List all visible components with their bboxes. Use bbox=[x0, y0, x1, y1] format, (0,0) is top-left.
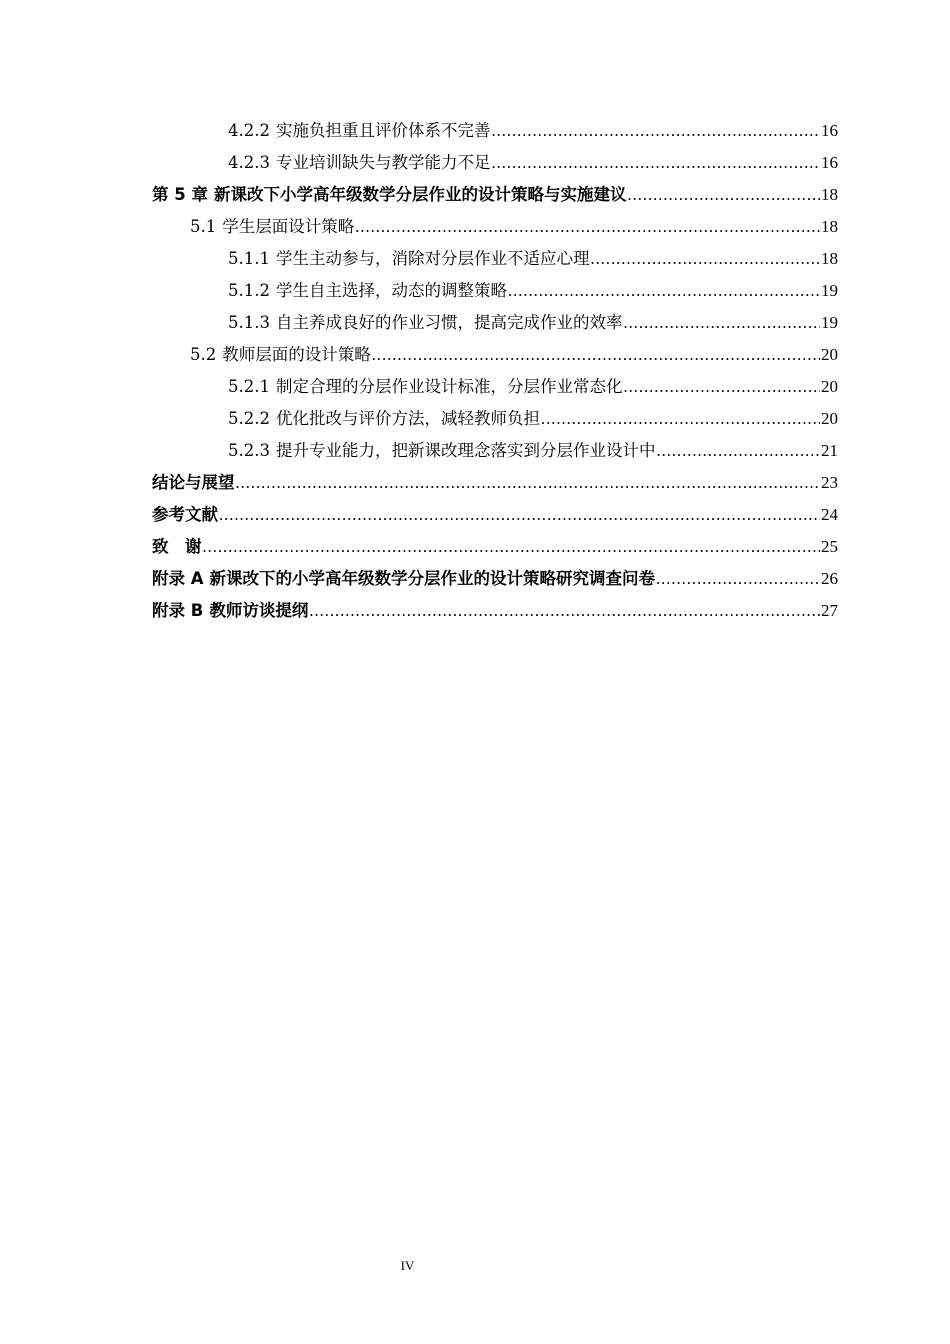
toc-leader-dots bbox=[236, 467, 821, 499]
toc-leader-dots bbox=[656, 435, 820, 467]
table-of-contents bbox=[152, 115, 838, 627]
toc-leader-dots bbox=[372, 339, 820, 371]
toc-entry-title: 自主养成良好的作业习惯，提高完成作业的效率 bbox=[275, 313, 623, 332]
toc-entry[interactable] bbox=[152, 371, 838, 403]
toc-entry-page: 19 bbox=[821, 313, 838, 332]
toc-entry-number: 5.2.3 bbox=[228, 441, 270, 460]
toc-entry-title: 教师层面的设计策略 bbox=[222, 345, 371, 364]
toc-entry-number: 第 5 章 bbox=[152, 185, 208, 204]
toc-entry-number: 5.1.3 bbox=[228, 313, 270, 332]
toc-entry-number: 4.2.3 bbox=[228, 153, 270, 172]
toc-leader-dots bbox=[541, 403, 820, 435]
toc-entry-number: 5.2.1 bbox=[228, 377, 270, 396]
toc-entry[interactable] bbox=[152, 339, 838, 371]
toc-entry-page: 27 bbox=[821, 601, 838, 620]
toc-entry-number: 附录 B bbox=[152, 601, 204, 620]
toc-entry-title: 新课改下的小学高年级数学分层作业的设计策略研究调查问卷 bbox=[209, 569, 656, 588]
toc-entry-title: 参考文献 bbox=[152, 505, 218, 524]
toc-entry[interactable] bbox=[152, 307, 838, 339]
toc-entry-title: 学生层面设计策略 bbox=[222, 217, 355, 236]
toc-entry-page: 19 bbox=[821, 281, 838, 300]
toc-entry-page: 20 bbox=[821, 345, 838, 364]
toc-entry-page: 26 bbox=[821, 569, 838, 588]
toc-entry-title: 提升专业能力，把新课改理念落实到分层作业设计中 bbox=[275, 441, 656, 460]
toc-entry-title: 结论与展望 bbox=[152, 473, 235, 492]
toc-leader-dots bbox=[508, 275, 820, 307]
toc-entry-title: 新课改下小学高年级数学分层作业的设计策略与实施建议 bbox=[213, 185, 627, 204]
toc-entry-appendix-a[interactable] bbox=[152, 563, 838, 595]
toc-entry-number: 5.1 bbox=[190, 217, 217, 236]
toc-leader-dots bbox=[590, 243, 820, 275]
toc-entry-acknowledgements[interactable] bbox=[152, 531, 838, 563]
toc-entry[interactable] bbox=[152, 243, 838, 275]
toc-entry-page: 18 bbox=[821, 249, 838, 268]
toc-entry-title: 制定合理的分层作业设计标准，分层作业常态化 bbox=[275, 377, 623, 396]
toc-entry-number: 5.1.1 bbox=[228, 249, 270, 268]
toc-leader-dots bbox=[623, 307, 820, 339]
toc-entry-title: 学生主动参与，消除对分层作业不适应心理 bbox=[275, 249, 590, 268]
toc-entry-conclusion[interactable] bbox=[152, 467, 838, 499]
toc-leader-dots bbox=[203, 531, 821, 563]
page-number: IV bbox=[400, 1258, 415, 1273]
toc-entry-page: 25 bbox=[821, 537, 838, 556]
toc-entry-page: 18 bbox=[821, 185, 838, 204]
toc-leader-dots bbox=[309, 595, 820, 627]
toc-entry-title: 学生自主选择，动态的调整策略 bbox=[275, 281, 507, 300]
toc-entry-page: 23 bbox=[821, 473, 838, 492]
toc-entry[interactable] bbox=[152, 275, 838, 307]
toc-entry-title: 优化批改与评价方法，减轻教师负担 bbox=[275, 409, 540, 428]
toc-entry-references[interactable] bbox=[152, 499, 838, 531]
toc-entry[interactable] bbox=[152, 403, 838, 435]
toc-entry[interactable] bbox=[152, 147, 838, 179]
toc-entry-title: 教师访谈提纲 bbox=[209, 601, 309, 620]
toc-entry-number: 附录 A bbox=[152, 569, 204, 588]
toc-leader-dots bbox=[491, 115, 820, 147]
toc-entry[interactable] bbox=[152, 435, 838, 467]
toc-entry-title: 实施负担重且评价体系不完善 bbox=[275, 121, 491, 140]
toc-leader-dots bbox=[627, 179, 820, 211]
toc-entry-title: 致 谢 bbox=[152, 537, 202, 556]
toc-leader-dots bbox=[656, 563, 820, 595]
toc-entry-number: 5.2.2 bbox=[228, 409, 270, 428]
toc-entry[interactable] bbox=[152, 115, 838, 147]
toc-leader-dots bbox=[623, 371, 820, 403]
toc-entry-number: 5.2 bbox=[190, 345, 217, 364]
toc-entry-appendix-b[interactable] bbox=[152, 595, 838, 627]
toc-entry-page: 16 bbox=[821, 121, 838, 140]
toc-entry-page: 20 bbox=[821, 377, 838, 396]
toc-entry-page: 24 bbox=[821, 505, 838, 524]
toc-leader-dots bbox=[491, 147, 820, 179]
toc-entry-number: 4.2.2 bbox=[228, 121, 270, 140]
toc-entry-page: 16 bbox=[821, 153, 838, 172]
toc-entry-page: 21 bbox=[821, 441, 838, 460]
toc-entry[interactable] bbox=[152, 211, 838, 243]
toc-entry-title: 专业培训缺失与教学能力不足 bbox=[275, 153, 491, 172]
toc-entry-page: 18 bbox=[821, 217, 838, 236]
toc-entry-number: 5.1.2 bbox=[228, 281, 270, 300]
toc-entry-chapter[interactable] bbox=[152, 179, 838, 211]
toc-leader-dots bbox=[355, 211, 820, 243]
toc-entry-page: 20 bbox=[821, 409, 838, 428]
toc-leader-dots bbox=[219, 499, 820, 531]
